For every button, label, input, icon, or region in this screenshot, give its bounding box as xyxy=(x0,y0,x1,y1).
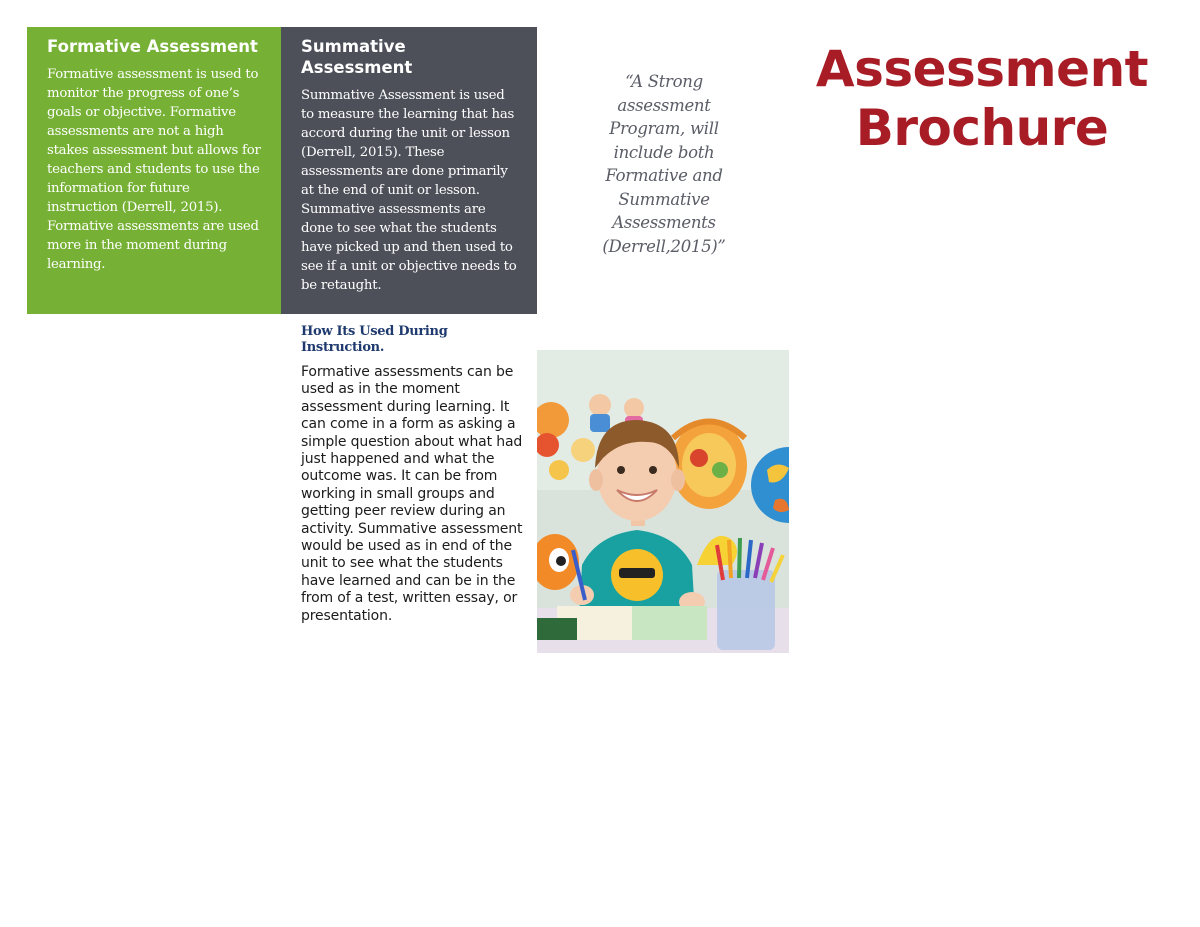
formative-panel xyxy=(27,27,282,314)
usage-heading: How Its Used During Instruction. xyxy=(301,324,448,355)
summative-body: Summative Assessment is used to measure the learning that has accord during the unit or lesson (Derrell, 2015). These assessments are done primarily at the end of unit or lesson. Summative assessments are done to see what the students have picked up and then used to see if a unit or objective needs to be retaught. xyxy=(301,88,517,293)
pull-quote: “A Strong assessment Program, will include both Formative and Summative Assessments (Derrell,2015)” xyxy=(602,72,726,256)
summative-heading: Summative Assessment xyxy=(301,37,413,77)
child-drawing-photo xyxy=(537,350,789,653)
usage-body: Formative assessments can be used as in the moment assessment during learning. It can come in a form as asking a simple question about what had just happened and what the outcome was. It can be from working in small groups and getting peer review during an activity. Summative assessment would be used as in end of the unit to see what the students have learned and can be in the from of a test, written essay, or presentation. xyxy=(301,364,523,624)
wall-decoration-basket xyxy=(671,421,747,509)
summative-panel xyxy=(281,27,537,314)
formative-body: Formative assessment is used to monitor the progress of one’s goals or objective. Formative assessments are not a high stakes assessment but allows for teachers and students to use the information for future instruction (Derrell, 2015). Formative assessments are used more in the moment during learning. xyxy=(47,67,261,272)
formative-heading: Formative Assessment xyxy=(47,37,258,56)
brochure-title: Assessment Brochure xyxy=(815,40,1149,157)
